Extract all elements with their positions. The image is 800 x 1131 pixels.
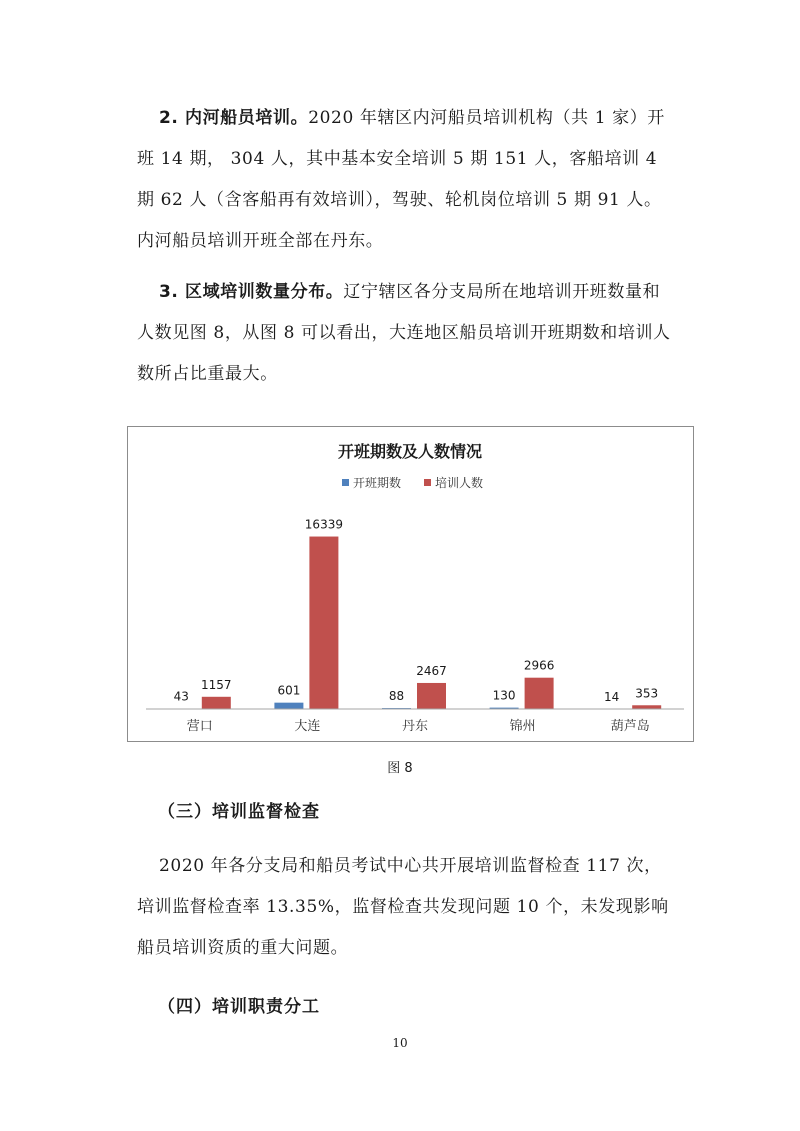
figure-caption: 图 8 bbox=[387, 761, 413, 776]
legend-swatch bbox=[342, 479, 349, 486]
legend-swatch bbox=[424, 479, 431, 486]
bar-trainees bbox=[309, 537, 338, 709]
bar-trainees bbox=[525, 678, 554, 709]
data-label: 2467 bbox=[416, 663, 447, 678]
paragraph-inland-training bbox=[137, 98, 677, 262]
bar-chart bbox=[127, 426, 694, 742]
x-tick-label: 大连 bbox=[294, 719, 321, 734]
paragraph-text: 2020 年各分支局和船员考试中心共开展培训监督检查 117 次，培训监督检查率 13.35%，监督检查共发现问题 10 个，未发现影响船员培训资质的重大问题。 bbox=[137, 856, 669, 958]
bar-trainees bbox=[632, 705, 661, 709]
legend-label: 培训人数 bbox=[435, 476, 484, 490]
x-tick-label: 葫芦岛 bbox=[610, 719, 650, 734]
chart-title: 开班期数及人数情况 bbox=[337, 442, 483, 461]
x-tick-label: 丹东 bbox=[401, 719, 429, 734]
x-tick-label: 营口 bbox=[186, 719, 213, 734]
bar-sessions bbox=[274, 703, 303, 709]
chart-bars bbox=[167, 518, 661, 709]
paragraph-label: 2. 内河船员培训。 bbox=[159, 108, 309, 128]
paragraph-label: 3. 区域培训数量分布。 bbox=[159, 282, 344, 302]
data-label: 601 bbox=[277, 683, 301, 698]
section-heading-supervision: （三）培训监督检查 bbox=[158, 802, 320, 822]
page-number: 10 bbox=[392, 1036, 408, 1050]
data-label: 88 bbox=[388, 689, 405, 704]
paragraph-supervision bbox=[137, 846, 677, 969]
paragraph-text: 辽宁辖区各分支局所在地培训开班数量和人数见图 8，从图 8 可以看出，大连地区船员培训开班期数和培训人数所占比重最大。 bbox=[137, 282, 671, 384]
data-label: 43 bbox=[173, 689, 189, 704]
data-label: 16339 bbox=[304, 517, 343, 532]
section-heading-responsibilities: （四）培训职责分工 bbox=[158, 997, 320, 1017]
paragraph-text: 2020 年辖区内河船员培训机构（共 1 家）开班 14 期， 304 人，其中基本安全培训 5 期 151 人，客船培训 4 期 62 人（含客船再有效培训），驾驶、轮机岗位培训 5 期 91 人。内河船员培训开班全部在丹东。 bbox=[137, 108, 665, 251]
bar-trainees bbox=[417, 683, 446, 709]
data-label: 14 bbox=[604, 689, 620, 704]
data-label: 353 bbox=[635, 686, 659, 701]
x-tick-label: 锦州 bbox=[509, 719, 536, 734]
chart-legend bbox=[342, 475, 483, 490]
legend-label: 开班期数 bbox=[353, 476, 402, 490]
bar-trainees bbox=[202, 697, 231, 709]
paragraph-regional-distribution bbox=[137, 272, 677, 395]
data-label: 2966 bbox=[523, 658, 555, 673]
x-axis-labels bbox=[187, 718, 650, 734]
data-label: 1157 bbox=[201, 677, 232, 692]
data-label: 130 bbox=[492, 688, 516, 703]
chart-canvas bbox=[128, 427, 693, 741]
